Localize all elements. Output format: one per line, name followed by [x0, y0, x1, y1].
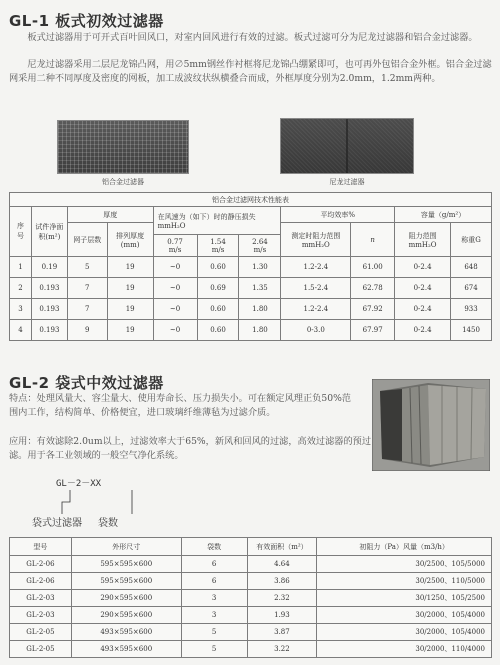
cell: 5	[181, 624, 247, 641]
cell: ~0	[153, 299, 197, 320]
header-layers: 网子层数	[67, 223, 107, 257]
cell: 3.87	[247, 624, 317, 641]
cell: 6	[181, 573, 247, 590]
header-arrange: 排列厚度(mm)	[107, 223, 153, 257]
cell: 2.32	[247, 590, 317, 607]
cell: 62.78	[351, 278, 395, 299]
header-speed-1: 0.77 m/s	[153, 235, 197, 257]
cell: 9	[67, 320, 107, 341]
header-speed-2: 1.54 m/s	[197, 235, 239, 257]
cell: 0.193	[31, 278, 67, 299]
cell: 0.60	[197, 320, 239, 341]
table-row	[10, 641, 492, 658]
header-thickness: 厚度	[67, 207, 153, 223]
gl2-title: GL-2 袋式中效过滤器	[9, 374, 164, 392]
gl1-para-2: 尼龙过滤器采用二层尼龙锦凸网，用∅5mm钢丝作衬框将尼龙锦凸绷紧即可，也可再外包铝合金外框。铝合金过滤网采用二种不同厚度及密度的网板，加工成波纹状纵横叠合而成，外框厚度分别为2.0mm，1.2mm两种。	[9, 59, 492, 84]
header-no: 序号	[10, 207, 32, 257]
cell: 0.19	[31, 257, 67, 278]
cell: 290×595×600	[71, 590, 181, 607]
cell: 933	[451, 299, 492, 320]
gl1-para-1: 板式过滤器用于可开式百叶回风口，对室内回风进行有效的过滤。板式过滤可分为尼龙过滤器和铝合金过滤器。	[27, 32, 478, 43]
cell: 7	[67, 278, 107, 299]
header-measured-resistance: 测定时阻力范围mmH₂O	[281, 223, 351, 257]
cell: 0-3.0	[281, 320, 351, 341]
header-dimensions: 外形尺寸	[71, 538, 181, 556]
cell: 1.35	[239, 278, 281, 299]
cell: 0.69	[197, 278, 239, 299]
cell: GL-2-03	[10, 590, 72, 607]
gl2-para-2: 应用：有效滤除2.0um以上，过滤效率大于65%，新风和回风的过滤，高效过滤器的预过滤。用于各工业领域的一般空气净化系统。	[9, 436, 372, 461]
table-row	[10, 573, 492, 590]
nylon-filter-image	[280, 118, 414, 174]
cell: 19	[107, 320, 153, 341]
header-speed-loss: 在风速为（如下）时的静压损失mmH₂O	[153, 207, 281, 235]
cell: 5	[181, 641, 247, 658]
header-capacity: 容量（g/m²）	[395, 207, 492, 223]
cell: GL-2-05	[10, 624, 72, 641]
model-label-bag-count: 袋数	[98, 518, 118, 529]
cell: 1.5-2.4	[281, 278, 351, 299]
cell: 1.2-2.4	[281, 299, 351, 320]
cell: 3.86	[247, 573, 317, 590]
cell: 30/2000、105/4000	[317, 607, 492, 624]
cell: 4.64	[247, 556, 317, 573]
cell: 1.80	[239, 299, 281, 320]
gl1-title: GL-1 板式初效过滤器	[9, 12, 164, 30]
cell: 19	[107, 278, 153, 299]
cell: 1.93	[247, 607, 317, 624]
header-resistance-range: 阻力范围mmH₂O	[395, 223, 451, 257]
cell: 30/2000、110/4000	[317, 641, 492, 658]
cell: 19	[107, 299, 153, 320]
header-model: 型号	[10, 538, 72, 556]
cell: 493×595×600	[71, 624, 181, 641]
cell: GL-2-03	[10, 607, 72, 624]
cell: 30/1250、105/2500	[317, 590, 492, 607]
cell: GL-2-06	[10, 556, 72, 573]
cell: 1.2-2.4	[281, 257, 351, 278]
cell: 61.00	[351, 257, 395, 278]
aluminum-filter-image	[57, 120, 189, 174]
cell: ~0	[153, 278, 197, 299]
cell: 1.30	[239, 257, 281, 278]
cell: 648	[451, 257, 492, 278]
table-row	[10, 624, 492, 641]
cell: 30/2500、110/5000	[317, 573, 492, 590]
table-row	[10, 299, 492, 320]
header-efficiency: 平均效率%	[281, 207, 395, 223]
table-caption: 铝合金过滤网技术性能表	[10, 193, 492, 207]
table-row	[10, 320, 492, 341]
cell: 0-2.4	[395, 320, 451, 341]
cell: GL-2-05	[10, 641, 72, 658]
cell: 2	[10, 278, 32, 299]
cell: ~0	[153, 320, 197, 341]
cell: 67.97	[351, 320, 395, 341]
header-resistance-airflow: 初阻力（Pa）风量（m3/h）	[317, 538, 492, 556]
table-row	[10, 556, 492, 573]
nylon-filter-caption: 尼龙过滤器	[329, 178, 365, 186]
cell: 0.193	[31, 299, 67, 320]
cell: 595×595×600	[71, 573, 181, 590]
cell: 0-2.4	[395, 257, 451, 278]
cell: 6	[181, 556, 247, 573]
cell: 3	[10, 299, 32, 320]
cell: 1450	[451, 320, 492, 341]
cell: 0.60	[197, 257, 239, 278]
cell: 4	[10, 320, 32, 341]
table-row	[10, 278, 492, 299]
bag-filter-image	[372, 379, 490, 471]
header-speed-3: 2.64 m/s	[239, 235, 281, 257]
cell: 0-2.4	[395, 278, 451, 299]
header-effective-area: 有效面积（m²）	[247, 538, 317, 556]
table-row	[10, 590, 492, 607]
cell: 3.22	[247, 641, 317, 658]
model-code: GL－2－XX	[56, 479, 102, 489]
header-n: n	[351, 223, 395, 257]
model-label-bag-filter: 袋式过滤器	[32, 518, 82, 529]
cell: 1	[10, 257, 32, 278]
cell: 30/2500、105/5000	[317, 556, 492, 573]
table-row	[10, 257, 492, 278]
cell: 0.60	[197, 299, 239, 320]
cell: 0-2.4	[395, 299, 451, 320]
gl2-para-1: 特点：处理风量大、容尘量大、使用寿命长、压力损失小。可在额定风理正负50%范围内工作，结构简单、价格便宜，进口玻璃纤维薄毡为过滤介质。	[9, 393, 351, 418]
cell: 5	[67, 257, 107, 278]
cell: 3	[181, 607, 247, 624]
cell: 493×595×600	[71, 641, 181, 658]
cell: 1.80	[239, 320, 281, 341]
cell: 30/2000、105/4000	[317, 624, 492, 641]
cell: GL-2-06	[10, 573, 72, 590]
header-weight: 称重G	[451, 223, 492, 257]
header-area: 试件净面积(m²)	[31, 207, 67, 257]
cell: 7	[67, 299, 107, 320]
bag-filter-spec-table	[9, 537, 492, 658]
cell: 67.92	[351, 299, 395, 320]
aluminum-filter-caption: 铝合金过滤器	[102, 178, 144, 186]
cell: 595×595×600	[71, 556, 181, 573]
cell: 0.193	[31, 320, 67, 341]
cell: 674	[451, 278, 492, 299]
cell: 290×595×600	[71, 607, 181, 624]
header-bag-count: 袋数	[181, 538, 247, 556]
cell: 3	[181, 590, 247, 607]
table-row	[10, 607, 492, 624]
cell: 19	[107, 257, 153, 278]
aluminum-filter-spec-table	[9, 192, 492, 341]
cell: ~0	[153, 257, 197, 278]
